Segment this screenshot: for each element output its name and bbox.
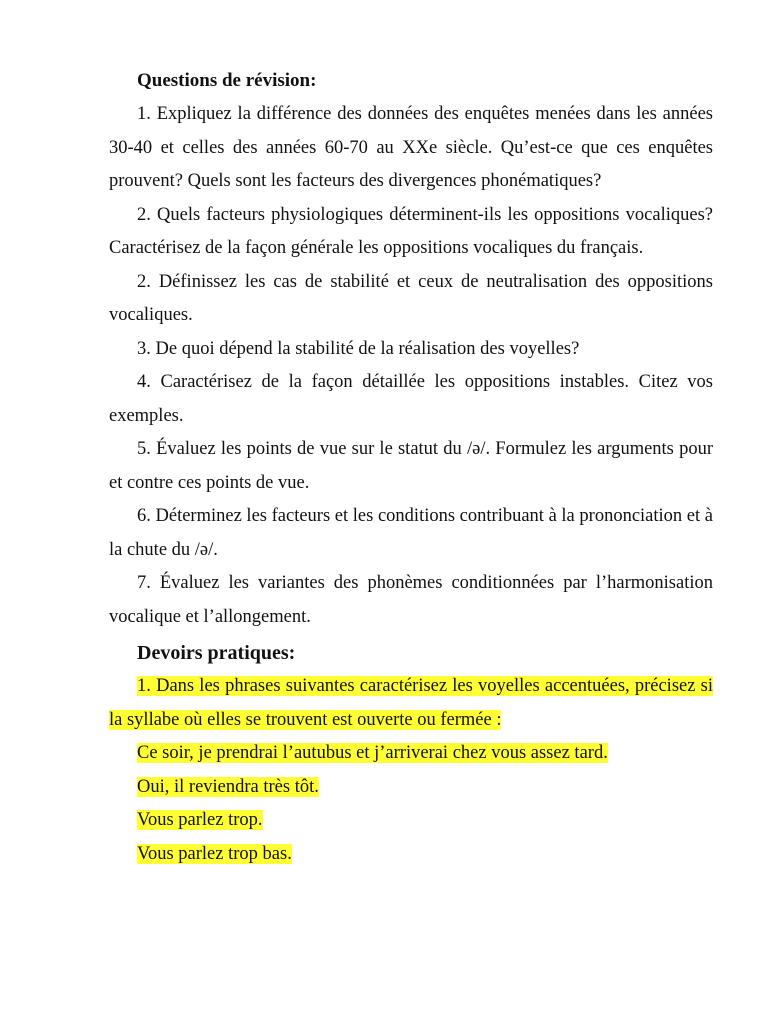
revision-question-1: 1. Expliquez la différence des données des enquêtes menées dans les années 30-40 et celles des années 60-70 au XXe siècle. Qu’est-ce que ces enquêtes prouvent? Quels sont les facteurs des divergences phonématiques? (109, 104, 713, 191)
devoirs-task-1-text: 1. Dans les phrases suivantes caractérisez les voyelles accentuées, précisez si la syllabe où elles se trouvent est ouverte ou fermée : (109, 676, 713, 730)
sentence-4-text: Vous parlez trop bas. (137, 843, 292, 864)
revision-question-3: 3. De quoi dépend la stabilité de la réalisation des voyelles? (137, 338, 580, 359)
devoirs-title: Devoirs pratiques: (137, 642, 296, 664)
sentence-2 (109, 771, 713, 805)
revision-question-2b: 2. Définissez les cas de stabilité et ceux de neutralisation des oppositions vocaliques. (109, 271, 713, 325)
document-page (109, 64, 713, 871)
revision-title: Questions de révision: (137, 70, 317, 91)
revision-question-4: 4. Caractérisez de la façon détaillée les oppositions instables. Citez vos exemples. (109, 372, 713, 426)
revision-question-5: 5. Évaluez les points de vue sur le statut du /ə/. Formulez les arguments pour et contre ces points de vue. (109, 439, 713, 493)
sentence-2-text: Oui, il reviendra très tôt. (137, 776, 319, 797)
revision-question-6: 6. Déterminez les facteurs et les conditions contribuant à la prononciation et à la chute du /ə/. (109, 506, 713, 560)
devoirs-task-1 (109, 670, 713, 737)
sentence-1-text: Ce soir, je prendrai l’autubus et j’arriverai chez vous assez tard. (137, 743, 608, 763)
revision-question-7: 7. Évaluez les variantes des phonèmes conditionnées par l’harmonisation vocalique et l’allongement. (109, 573, 713, 627)
sentence-1 (109, 737, 713, 771)
sentence-3 (109, 804, 713, 838)
sentence-4 (109, 838, 713, 872)
sentence-3-text: Vous parlez trop. (137, 810, 263, 830)
revision-question-2: 2. Quels facteurs physiologiques déterminent-ils les oppositions vocaliques? Caractérisez de la façon générale les oppositions vocaliques du français. (109, 204, 713, 258)
